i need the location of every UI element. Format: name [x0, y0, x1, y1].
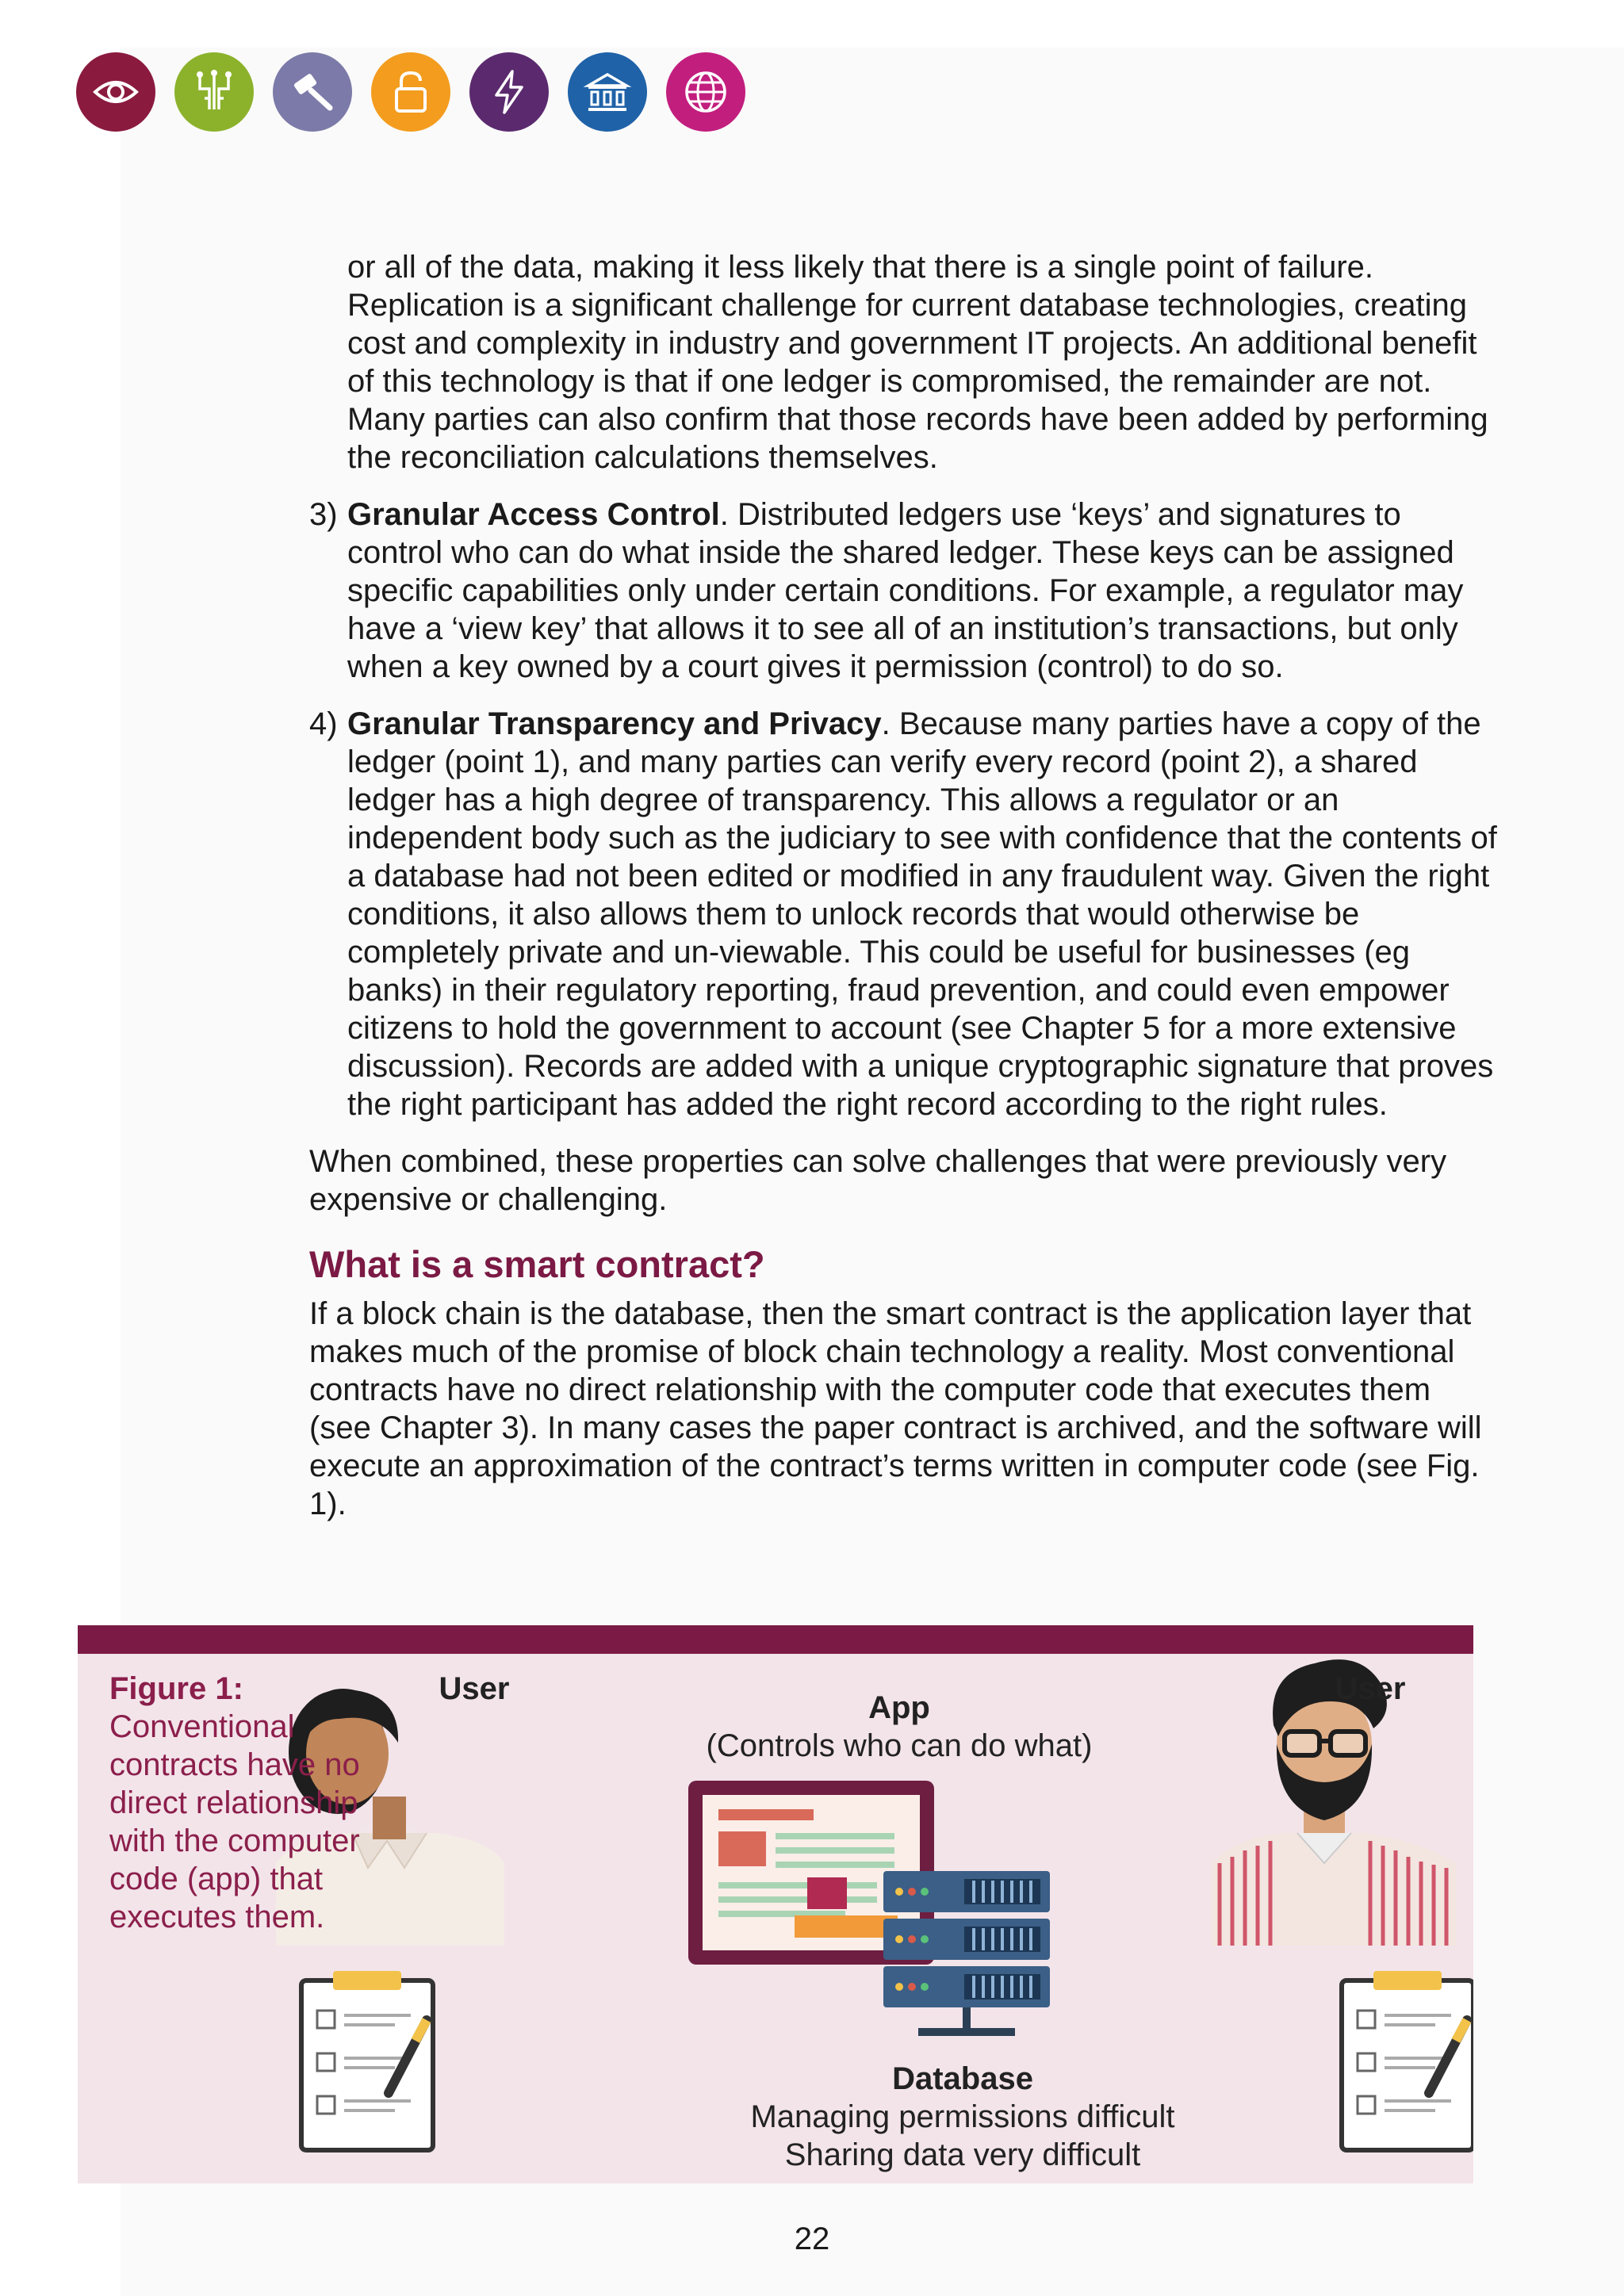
list-item-text: [347, 496, 1499, 686]
list-item-body: . Distributed ledgers use ‘keys’ and signatures to control who can do what inside the shared ledger. These keys can be assigned specific capabilities only under certain conditions. For example, a regulator may have a ‘view key’ that allows it to see all of an institution’s transactions, but only when a key owned by a court gives it permission (control) to do so.: [347, 497, 1464, 684]
gavel-icon: [273, 52, 352, 132]
figure-caption: Conventional contracts have no direct relationship with the computer code (app) that executes them.: [109, 1709, 360, 1934]
database-line-2: Sharing data very difficult: [784, 2137, 1141, 2172]
list-item-3: [309, 496, 1499, 686]
combined-paragraph: When combined, these properties can solve challenges that were previously very expensive or challenging.: [309, 1144, 1447, 1217]
padlock-icon: [371, 52, 450, 132]
figure-title: Figure 1:: [109, 1671, 243, 1706]
circuit-head-icon: [174, 52, 254, 132]
body-text: [309, 248, 1499, 1523]
lightning-icon: [469, 52, 549, 132]
eye-icon: [76, 52, 155, 132]
list-item-4: [309, 705, 1499, 1123]
user-right-label: User: [1335, 1671, 1406, 1706]
list-number: 3): [309, 497, 338, 532]
list-item-title: Granular Transparency and Privacy: [347, 706, 882, 741]
app-label: App: [868, 1690, 930, 1725]
user-left-label: User: [439, 1671, 510, 1706]
page-number: 22: [794, 2221, 830, 2256]
app-sublabel: (Controls who can do what): [706, 1728, 1093, 1763]
globe-icon: [666, 52, 745, 132]
clipboard-left-illustration: [301, 1971, 433, 2150]
clipboard-right-illustration: [1342, 1971, 1473, 2150]
database-label: Database: [892, 2061, 1033, 2096]
section-heading: What is a smart contract?: [309, 1243, 765, 1285]
continuation-paragraph: or all of the data, making it less likely that there is a single point of failure. Replication is a significant challenge for current database technologies, creating cost and complexity in industry and government IT projects. An additional benefit of this technology is that if one ledger is compromised, the remainder are not. Many parties can also confirm that those records have been added by performing the reconciliation calculations themselves.: [347, 250, 1488, 475]
smart-contract-paragraph: If a block chain is the database, then the smart contract is the application layer that makes much of the promise of block chain technology a reality. Most conventional contracts have no direct relationship with the computer code that executes them (see Chapter 3). In many cases the paper contract is archived, and the software will execute an approximation of the contract’s terms written in computer code (see Fig. 1).: [309, 1296, 1482, 1521]
figure-1: [78, 1625, 1473, 2183]
figure-label: [109, 1670, 371, 1936]
list-item-title: Granular Access Control: [347, 497, 720, 532]
list-number: 4): [309, 706, 338, 741]
list-item-text: [347, 705, 1499, 1123]
database-line-1: Managing permissions difficult: [750, 2099, 1175, 2134]
bank-building-icon: [568, 52, 647, 132]
header-icon-row: [76, 52, 745, 135]
database-server-illustration: [883, 1871, 1050, 2036]
list-item-body: . Because many parties have a copy of the ledger (point 1), and many parties can verify every record (point 2), a shared ledger has a high degree of transparency. This allows a regulator or an independent body such as the judiciary to see with confidence that the contents of a database had not been edited or modified in any fraudulent way. Given the right conditions, it also allows them to unlock records that would otherwise be completely private and un-viewable. This could be useful for businesses (eg banks) in their regulatory reporting, fraud prevention, and could even empower citizens to hold the government to account (see Chapter 5 for a more extensive discussion). Records are added with a unique cryptographic signature that proves the right participant has added the right record according to the right rules.: [347, 706, 1497, 1122]
